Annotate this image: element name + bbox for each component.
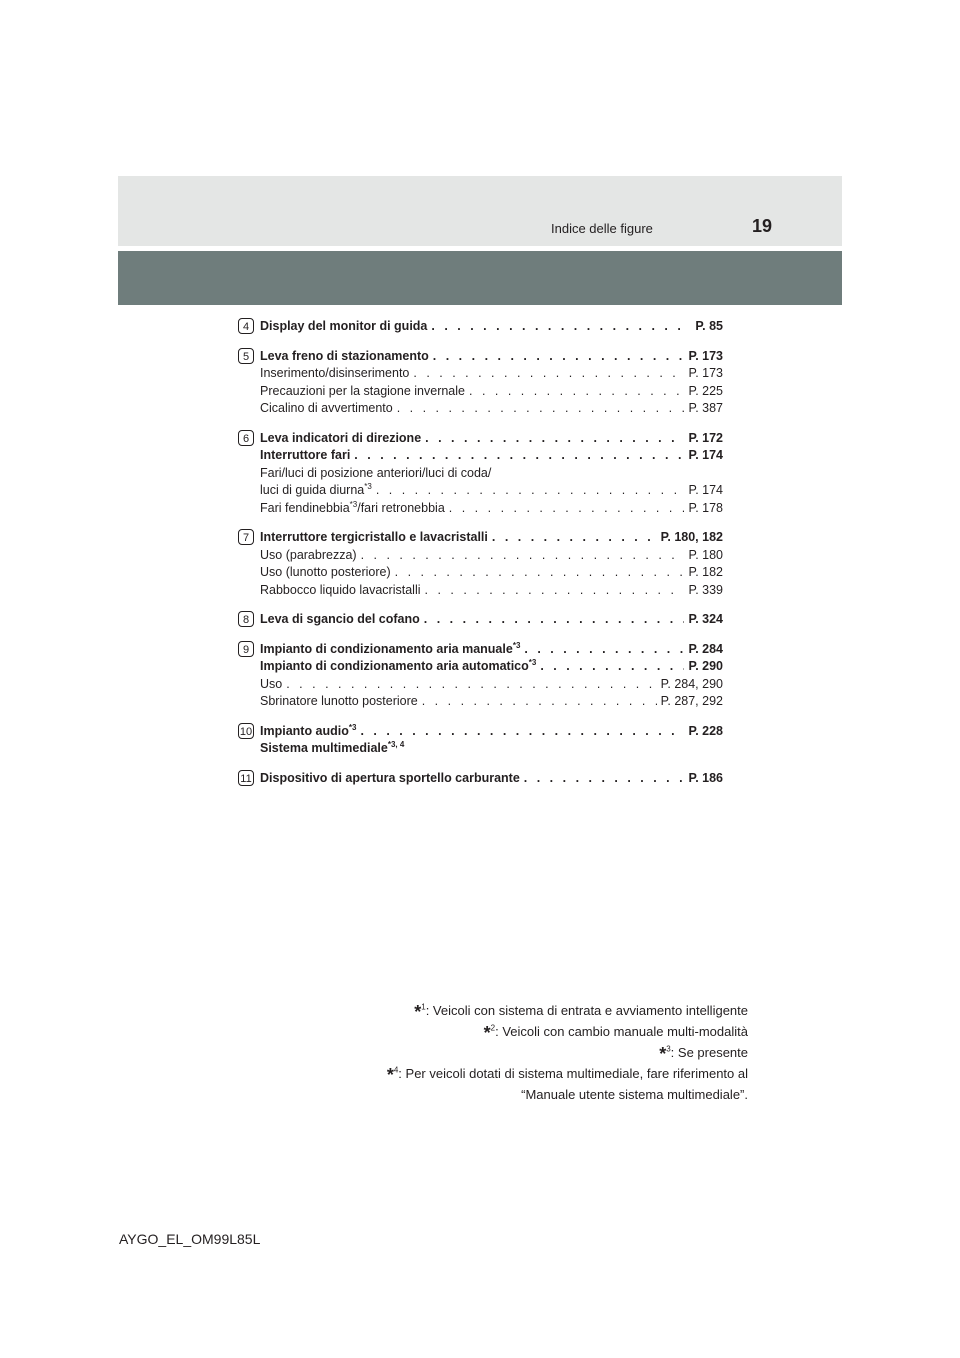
entry-label: luci di guida diurna$^{*3}$ xyxy=(260,481,372,497)
footnote-number: 4 xyxy=(393,1065,399,1075)
asterisk-icon: * xyxy=(386,1065,394,1085)
item-number-marker: 9 xyxy=(238,641,254,657)
page-reference: P. 178 xyxy=(688,500,723,515)
entry-label: Leva freno di stazionamento xyxy=(260,348,429,363)
page-reference: P. 172 xyxy=(688,430,723,445)
page-reference: P. 182 xyxy=(688,565,723,579)
index-group xyxy=(238,318,723,336)
index-entry[interactable] xyxy=(260,641,723,659)
document-code: AYGO_EL_OM99L85L xyxy=(119,1231,261,1247)
page-reference: P. 387 xyxy=(688,401,723,415)
footnote-line: *$^4$: Per veicoli dotati di sistema multimediale, fare riferimento al xyxy=(386,1065,748,1085)
entry-label: Sistema multimediale$^{*3, 4}$ xyxy=(260,739,405,755)
entry-label: Precauzioni per la stagione invernale xyxy=(260,383,465,398)
item-number-marker: 8 xyxy=(238,611,254,627)
figure-index-list xyxy=(238,318,723,787)
entry-label: Fari fendinebbia$^{*3}$/fari retronebbia xyxy=(260,499,445,515)
asterisk-icon: * xyxy=(659,1044,667,1064)
dot-leader xyxy=(286,676,656,694)
entry-label: Impianto di condizionamento aria automatico$^{*3}$ xyxy=(260,657,537,673)
entry-label: Leva di sgancio del cofano xyxy=(260,612,420,626)
entry-label: Inserimento/disinserimento xyxy=(260,366,410,380)
footnote-line: “Manuale utente sistema multimediale”. xyxy=(521,1087,748,1102)
item-number-marker: 11 xyxy=(238,770,254,786)
page-reference: P. 85 xyxy=(695,319,723,333)
dot-leader xyxy=(524,641,684,659)
page-reference: P. 284, 290 xyxy=(660,676,723,691)
index-entry[interactable] xyxy=(260,430,723,448)
index-group xyxy=(238,770,723,788)
footnote-ref: *3 xyxy=(512,640,521,650)
page-reference: P. 173 xyxy=(688,348,723,363)
dot-leader xyxy=(433,348,685,366)
entry-label: Fari/luci di posizione anteriori/luci di coda/ xyxy=(260,465,492,480)
dot-leader xyxy=(449,500,685,518)
footnote-number: 2 xyxy=(490,1023,496,1033)
page-reference: P. 174 xyxy=(688,448,723,462)
index-subentry[interactable] xyxy=(260,465,723,483)
index-subentry[interactable] xyxy=(260,564,723,582)
index-subentry[interactable] xyxy=(260,365,723,383)
entry-label: Dispositivo di apertura sportello carburante xyxy=(260,770,520,785)
footnote-ref: *3 xyxy=(528,657,537,667)
entry-label: Impianto di condizionamento aria manuale$^{*3}$ xyxy=(260,640,521,656)
page-reference: P. 284 xyxy=(688,641,723,656)
dot-leader xyxy=(469,383,684,401)
entry-label: Cicalino di avvertimento xyxy=(260,401,393,415)
dot-leader xyxy=(422,693,657,711)
index-subentry[interactable] xyxy=(260,383,723,401)
entry-label: Sbrinatore lunotto posteriore xyxy=(260,694,418,708)
page-reference: P. 324 xyxy=(688,612,723,626)
index-subentry[interactable] xyxy=(260,582,723,600)
footnote-ref: *3 xyxy=(364,481,372,491)
dot-leader xyxy=(360,723,684,741)
entry-label: Impianto audio$^{*3}$ xyxy=(260,722,357,738)
index-group xyxy=(238,723,723,758)
item-number-marker: 10 xyxy=(238,723,254,739)
item-number-marker: 4 xyxy=(238,318,254,334)
item-number-marker: 6 xyxy=(238,430,254,446)
page-reference: P. 173 xyxy=(688,366,723,380)
index-group xyxy=(238,641,723,711)
asterisk-icon: * xyxy=(414,1002,422,1022)
asterisk-icon: * xyxy=(483,1023,491,1043)
entry-label: Leva indicatori di direzione xyxy=(260,430,422,445)
page-reference: P. 287, 292 xyxy=(660,694,723,708)
dot-leader xyxy=(424,611,685,629)
index-entry[interactable] xyxy=(260,447,723,465)
footnote-ref: *3 xyxy=(349,499,358,509)
page-reference: P. 186 xyxy=(688,770,723,785)
footnote-line: *$^3$: Se presente xyxy=(659,1044,748,1064)
entry-label: Display del monitor di guida xyxy=(260,319,428,333)
index-subentry[interactable] xyxy=(260,400,723,418)
page-reference: P. 290 xyxy=(688,659,723,673)
index-subentry[interactable] xyxy=(260,693,723,711)
index-entry[interactable] xyxy=(260,740,723,758)
entry-label: Uso xyxy=(260,676,283,691)
index-entry[interactable] xyxy=(260,723,723,741)
entry-label: Interruttore fari xyxy=(260,448,351,462)
dot-leader xyxy=(413,365,684,383)
index-entry[interactable] xyxy=(260,348,723,366)
section-title: Indice delle figure xyxy=(551,221,653,236)
footnote-line: *$^2$: Veicoli con cambio manuale multi-modalità xyxy=(483,1023,748,1043)
index-entry[interactable] xyxy=(260,318,723,336)
item-number-marker: 7 xyxy=(238,529,254,545)
entry-label: Uso (lunotto posteriore) xyxy=(260,565,391,579)
page-number: 19 xyxy=(752,216,773,236)
dot-leader xyxy=(397,400,685,418)
header-dark-band xyxy=(118,251,842,305)
index-entry[interactable] xyxy=(260,611,723,629)
page-reference: P. 180, 182 xyxy=(660,530,723,544)
index-entry[interactable] xyxy=(260,529,723,547)
dot-leader xyxy=(425,430,684,448)
header-band xyxy=(118,176,842,246)
entry-label: Uso (parabrezza) xyxy=(260,547,357,562)
index-group xyxy=(238,430,723,518)
entry-label: Interruttore tergicristallo e lavacristalli xyxy=(260,530,488,544)
dot-leader xyxy=(431,318,691,336)
page-reference: P. 225 xyxy=(688,383,723,398)
index-subentry[interactable] xyxy=(260,500,723,518)
footnote-number: 3 xyxy=(666,1044,671,1054)
index-entry[interactable] xyxy=(260,770,723,788)
index-group xyxy=(238,348,723,418)
index-entry[interactable] xyxy=(260,658,723,676)
footnote-ref: *3 xyxy=(348,722,357,732)
dot-leader xyxy=(425,582,685,600)
dot-leader xyxy=(395,564,685,582)
index-subentry[interactable] xyxy=(260,482,723,500)
dot-leader xyxy=(524,770,685,788)
page-reference: P. 228 xyxy=(688,723,723,738)
footnote-number: 1 xyxy=(421,1002,426,1012)
dot-leader xyxy=(376,482,685,500)
index-subentry[interactable] xyxy=(260,676,723,694)
footnote-line: *$^1$: Veicoli con sistema di entrata e avviamento intelligente xyxy=(414,1002,748,1022)
entry-label: Rabbocco liquido lavacristalli xyxy=(260,582,421,597)
page-reference: P. 180 xyxy=(688,547,723,562)
page-reference: P. 174 xyxy=(688,483,723,497)
dot-leader xyxy=(540,658,684,676)
dot-leader xyxy=(354,447,684,465)
index-subentry[interactable] xyxy=(260,547,723,565)
footnotes xyxy=(188,1000,748,1105)
dot-leader xyxy=(361,547,685,565)
page-reference: P. 339 xyxy=(688,582,723,597)
index-group xyxy=(238,611,723,629)
item-number-marker: 5 xyxy=(238,348,254,364)
dot-leader xyxy=(492,529,657,547)
footnote-ref: *3, 4 xyxy=(387,739,405,749)
index-group xyxy=(238,529,723,599)
